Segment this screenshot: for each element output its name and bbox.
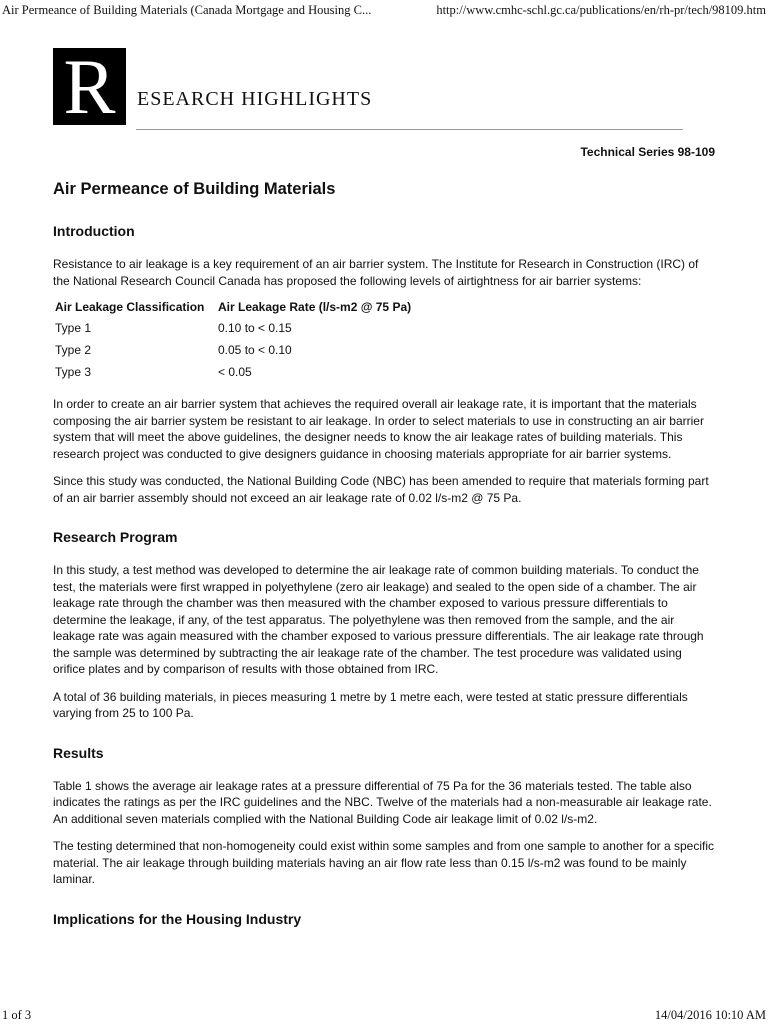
paragraph: The testing determined that non-homogeneity could exist within some samples and from one sample to another for a specific material. The air leakage through building materials having an air flow rate less than 0.15 l/s-m2 was found to be mainly laminar. <box>53 839 715 886</box>
paragraph: In this study, a test method was developed to determine the air leakage rate of common building materials. To conduct the test, the materials were first wrapped in polyethylene (zero air leakage) and sealed to the open side of a chamber. The air leakage rate through the chamber was then measured with the chamber exposed to various pressure differentials to determine the leakage, if any, of the test apparatus. The polyethylene was then removed from the sample, and the air leakage rate was again measured with the chamber exposed to various pressure differentials. The air leakage rate through the sample was determined by subtracting the air leakage rate of the chamber. The test procedure was validated using orifice plates and by comparison of results with those obtained from IRC. <box>53 563 704 676</box>
page-number: 1 of 3 <box>2 1008 32 1022</box>
table-header-cell: Air Leakage Classification <box>55 300 205 314</box>
section-heading-results: Results <box>53 744 104 761</box>
table-row <box>53 362 415 384</box>
print-header-title: Air Permeance of Building Materials (Canada Mortgage and Housing C... <box>2 3 372 17</box>
section-heading-research-program: Research Program <box>53 529 178 545</box>
air-leakage-classification-table <box>53 298 415 384</box>
table-cell: < 0.05 <box>218 365 252 379</box>
paragraph: Table 1 shows the average air leakage rates at a pressure differential of 75 Pa for the 36 materials tested. The table also indicates the ratings as per the IRC guidelines and the NBC. Twelve of the materials had a non-measurable air leakage rate. An additional seven materials complied with the National Building Code air leakage limit of 0.02 l/s-m2. <box>53 778 712 826</box>
section-heading-implications: Implications for the Housing Industry <box>53 910 302 927</box>
table-header-row <box>53 298 415 318</box>
research-highlights-logo-mark: R <box>53 48 126 125</box>
research-highlights-logo-text: ESEARCH HIGHLIGHTS <box>137 88 373 110</box>
print-footer <box>0 1006 768 1024</box>
table-header-cell: Air Leakage Rate (l/s-m2 @ 75 Pa) <box>218 300 412 314</box>
table-row <box>53 318 415 340</box>
page-title: Air Permeance of Building Materials <box>53 180 336 198</box>
table-cell: 0.05 to < 0.10 <box>218 343 292 357</box>
section-heading-introduction: Introduction <box>53 223 135 239</box>
table-cell: Type 2 <box>55 343 92 357</box>
table-cell: 0.10 to < 0.15 <box>218 321 292 335</box>
print-header <box>0 0 768 20</box>
print-datetime: 14/04/2016 10:10 AM <box>654 1008 766 1022</box>
paragraph: A total of 36 building materials, in pieces measuring 1 metre by 1 metre each, were tested at static pressure differentials varying from 25 to 100 Pa. <box>53 689 688 720</box>
table-cell: Type 3 <box>55 365 92 379</box>
paragraph: Since this study was conducted, the National Building Code (NBC) has been amended to require that materials forming part of an air barrier assembly should not exceed an air leakage rate of 0.02 l/s-m2 @ 75 Pa. <box>53 474 709 505</box>
print-header-url[interactable]: http://www.cmhc-schl.gc.ca/publications/en/rh-pr/tech/98109.htm <box>436 3 766 17</box>
header-divider <box>136 129 683 130</box>
technical-series-label: Technical Series 98-109 <box>580 145 715 159</box>
paragraph: In order to create an air barrier system that achieves the required overall air leakage rate, it is important that the materials composing the air barrier system be resistant to air leakage. In order to select materials to use in constructing an air barrier system that will meet the above guidelines, the designer needs to know the air leakage rates of building materials. This research project was conducted to give designers guidance in choosing materials appropriate for air barrier systems. <box>53 397 704 461</box>
table-row <box>53 340 415 362</box>
article-body <box>53 178 715 944</box>
table-cell: Type 1 <box>55 321 92 335</box>
paragraph: Resistance to air leakage is a key requirement of an air barrier system. The Institute for Research in Construction (IRC) of the National Research Council Canada has proposed the following levels of airtightness for air barrier systems: <box>53 257 699 288</box>
